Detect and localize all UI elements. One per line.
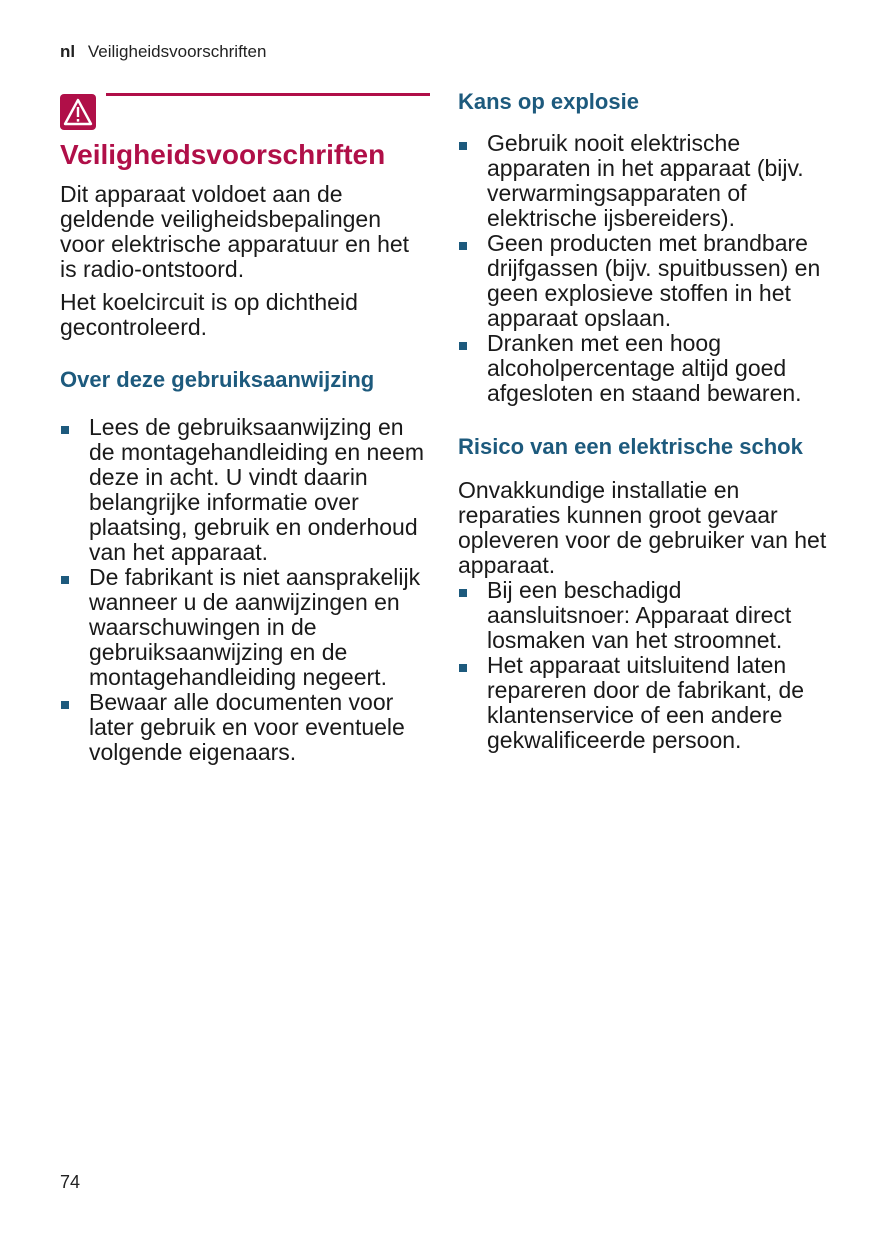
bullet-list [60,415,430,765]
bullet-list [458,578,828,753]
bullet-icon [61,576,69,584]
bullet-icon [459,664,467,672]
list-item: Bij een beschadigd aansluitsnoer: Apparaat direct losmaken van het stroomnet. [458,578,828,653]
bullet-icon [61,701,69,709]
right-column [458,88,828,753]
page-title: Veiligheidsvoorschriften [60,139,386,170]
page-number: 74 [60,1172,81,1192]
bullet-icon [459,589,467,597]
header-section-title: Veiligheidsvoorschriften [87,42,267,61]
section-heading: Risico van een elektrische schok [458,434,803,459]
bullet-icon [459,142,467,150]
section-paragraph: Onvakkundige installatie en reparaties kunnen groot gevaar opleveren voor de gebruiker van het apparaat. [458,477,827,578]
left-column [60,88,430,765]
bullet-list [458,131,828,406]
list-item: Het apparaat uitsluitend laten repareren door de fabrikant, de klantenservice of een andere gekwalificeerde persoon. [458,653,828,753]
warning-banner [60,88,430,134]
list-item: De fabrikant is niet aansprakelijk wanneer u de aanwijzingen en waarschuwingen in de gebruiksaanwijzing en de montagehandleiding negeert. [60,565,430,690]
list-item: Lees de gebruiksaanwijzing en de montagehandleiding en neem deze in acht. U vindt daarin belangrijke informatie over plaatsing, gebruik en onderhoud van het apparaat. [60,415,430,565]
bullet-icon [459,342,467,350]
list-item: Dranken met een hoog alcoholpercentage altijd goed afgesloten en staand bewaren. [458,331,828,406]
bullet-icon [459,242,467,250]
list-item: Bewaar alle documenten voor later gebruik en voor eventuele volgende eigenaars. [60,690,430,765]
section-heading: Kans op explosie [458,89,639,114]
list-item: Gebruik nooit elektrische apparaten in het apparaat (bijv. verwarmingsapparaten of elektrische ijsbereiders). [458,131,828,231]
bullet-icon [61,426,69,434]
warning-icon [60,94,96,130]
page-header [60,42,266,62]
section-heading: Over deze gebruiksaanwijzing [60,367,375,392]
list-item: Geen producten met brandbare drijfgassen (bijv. spuitbussen) en geen explosieve stoffen in het apparaat opslaan. [458,231,828,331]
warning-rule [106,93,430,96]
language-code: nl [60,42,76,61]
intro-paragraph: Dit apparaat voldoet aan de geldende veiligheidsbepalingen voor elektrische apparatuur en het is radio-ontstoord. [60,181,410,282]
intro-paragraph: Het koelcircuit is op dichtheid gecontroleerd. [60,289,358,340]
